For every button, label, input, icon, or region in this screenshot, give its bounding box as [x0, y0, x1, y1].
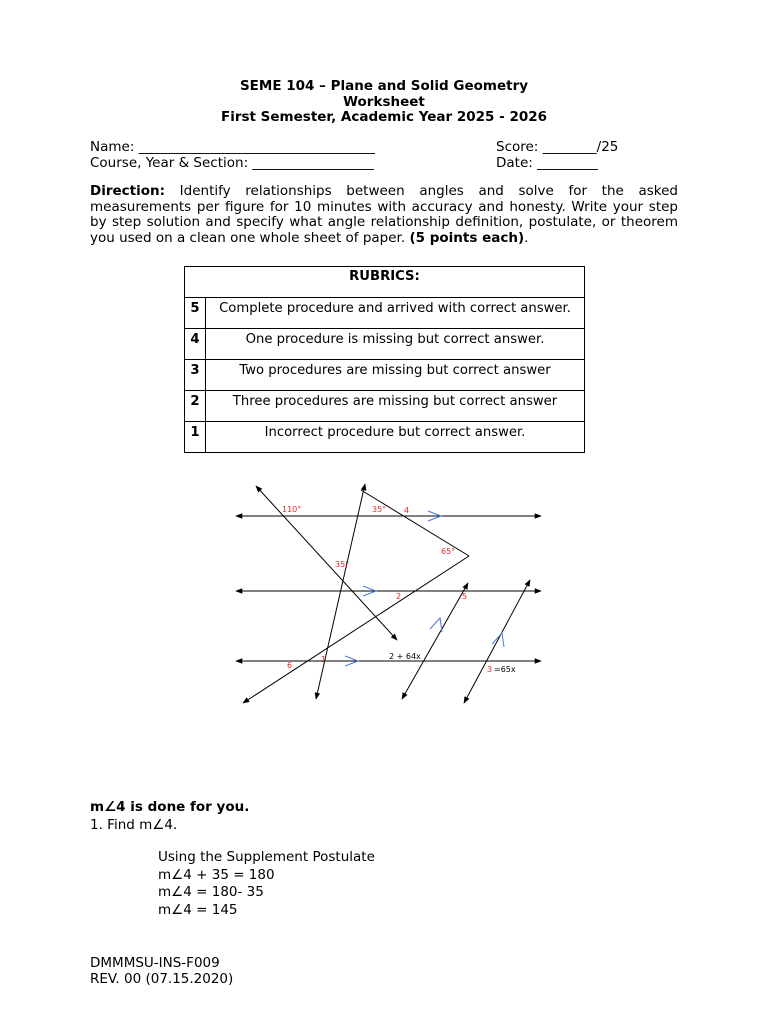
spacer [90, 834, 375, 849]
solution-step-4: m∠4 = 145 [158, 901, 238, 918]
angle-label-2: 2 [396, 592, 402, 601]
rubric-score: 2 [185, 391, 206, 422]
question-1: 1. Find m∠4. [90, 816, 178, 833]
angle-label-5: 5 [462, 592, 468, 601]
direction-end: . [524, 229, 529, 246]
geometry-figure [228, 478, 548, 713]
angle-label-35-top: 35° [372, 505, 387, 514]
parallel-transversal-1 [402, 583, 468, 699]
date-field: Date: _________ [496, 155, 598, 171]
transversal-long-diagonal [243, 556, 469, 703]
parallel-transversal-2 [464, 580, 530, 703]
direction-label: Direction: [90, 183, 166, 199]
rubrics-title: RUBRICS: [185, 267, 585, 298]
rubric-description: Complete procedure and arrived with correct answer. [206, 298, 585, 329]
angle-label-6: 6 [287, 661, 293, 670]
solution-note: m∠4 is done for you. [90, 799, 250, 815]
direction-points: (5 points each) [409, 229, 525, 246]
course-field: Course, Year & Section: __________________ [90, 155, 374, 171]
score-field: Score: ________/25 [496, 139, 619, 155]
rubric-score: 1 [185, 422, 206, 453]
rubric-description: Two procedures are missing but correct answer [206, 360, 585, 391]
direction-paragraph [90, 184, 678, 246]
rubric-score: 3 [185, 360, 206, 391]
direction-text: Identify relationships between angles and solve for the asked measurements per figure for 10 minutes with accuracy and honesty. Write your step by step solution and specify what angle relationship definition, postulate, or theorem you used on a clean one whole sheet of paper. [90, 183, 678, 246]
angle-expression-65x: =65x [494, 665, 516, 674]
rubric-description: Incorrect procedure but correct answer. [206, 422, 585, 453]
angle-label-4: 4 [404, 506, 410, 515]
table-row [185, 422, 585, 453]
course-title: SEME 104 – Plane and Solid Geometry [239, 78, 529, 94]
angle-label-3: 3 [487, 665, 493, 674]
rubric-score: 5 [185, 298, 206, 329]
angle-label-110: 110° [282, 505, 302, 514]
solution-step-1: Using the Supplement Postulate [158, 849, 375, 865]
rubric-description: Three procedures are missing but correct answer [206, 391, 585, 422]
worksheet-header [0, 79, 768, 126]
table-row [185, 391, 585, 422]
rubrics-header-row [185, 267, 585, 298]
document-footer [90, 955, 233, 987]
table-row [185, 298, 585, 329]
info-row-course [90, 155, 680, 171]
form-code: DMMMSU-INS-F009 [90, 955, 220, 971]
angle-label-1: 1 [321, 655, 327, 664]
semester-title: First Semester, Academic Year 2025 - 2026 [220, 109, 548, 125]
table-row [185, 360, 585, 391]
solution-step-3: m∠4 = 180- 35 [158, 884, 264, 900]
worksheet-title: Worksheet [343, 93, 425, 110]
parallel-marks [345, 511, 504, 666]
parallel-mark-chevron [430, 618, 442, 632]
table-row [185, 329, 585, 360]
angle-label-65: 65° [441, 547, 456, 556]
name-field: Name: ___________________________________ [90, 139, 375, 155]
rubric-score: 4 [185, 329, 206, 360]
info-row-name [90, 139, 680, 155]
revision: REV. 00 (07.15.2020) [90, 971, 234, 987]
angle-expression-2-plus-64x: 2 + 64x [389, 652, 421, 661]
rubrics-table [184, 266, 585, 453]
rubric-description: One procedure is missing but correct answer. [206, 329, 585, 360]
solution-step-2: m∠4 + 35 = 180 [158, 866, 275, 883]
example-solution [90, 799, 375, 919]
angle-label-35-middle: 35° [335, 560, 350, 569]
